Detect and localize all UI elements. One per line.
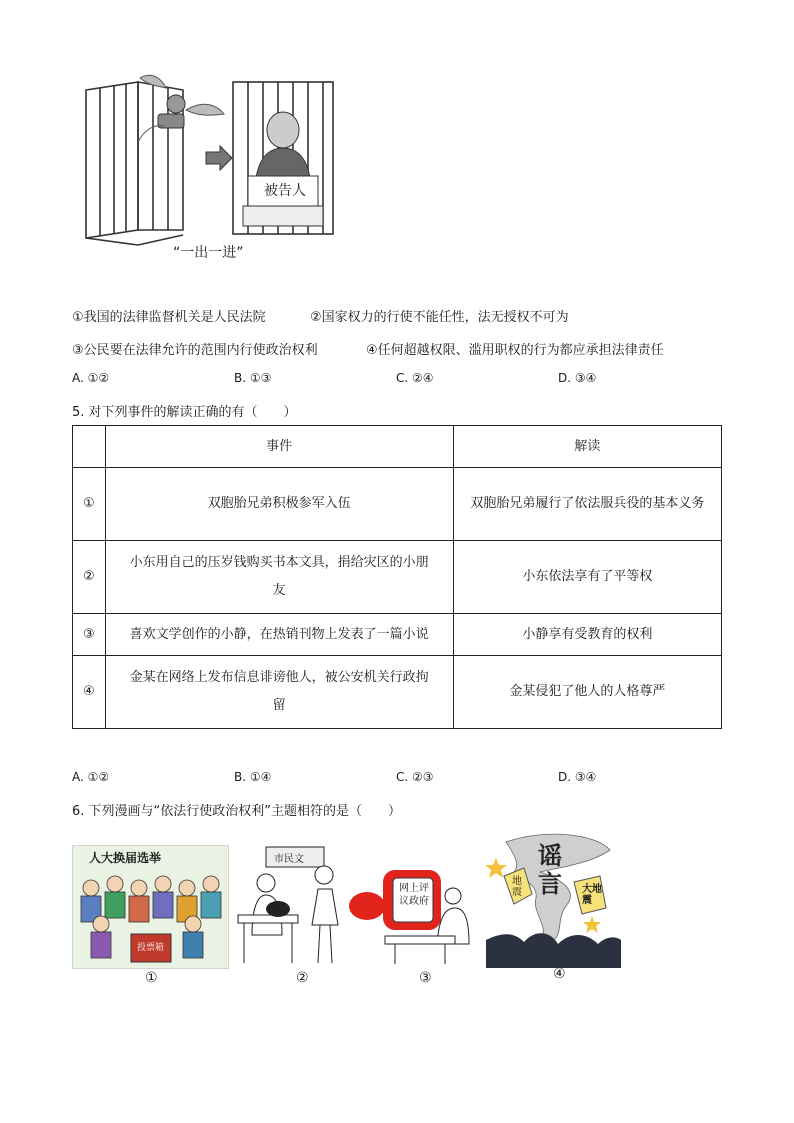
cartoon-label-3: ③ [419,970,432,986]
row-event: 喜欢文学创作的小静，在热销刊物上发表了一篇小说 [105,614,453,656]
row-reading: 金某侵犯了他人的人格尊严 [453,656,721,729]
statement-4: ④任何超越权限、滥用职权的行为都应承担法律责任 [366,343,664,358]
winged-power-icon [138,75,224,142]
option-b[interactable]: B. ①④ [234,770,272,784]
table-row [73,656,722,729]
table-header-reading: 解读 [453,426,721,468]
ballot-box-label: 投票箱 [137,943,165,953]
option-a[interactable]: A. ①② [72,770,110,784]
defendant-sign: 被告人 [261,180,309,200]
row-num: ① [73,468,106,541]
option-c[interactable]: C. ②④ [396,371,434,385]
table-row [73,468,722,541]
table-header-row [73,426,722,468]
table-header-event: 事件 [105,426,453,468]
row-reading: 双胞胎兄弟履行了依法服兵役的基本义务 [453,468,721,541]
cartoon-1-title: 人大换届选举 [89,851,162,865]
cartoon-one-out-one-in [78,70,348,265]
cartoon-election [72,845,229,969]
arrow-right-icon [206,146,232,170]
row-event: 金某在网络上发布信息诽谤他人，被公安机关行政拘留 [105,656,453,729]
screen-text: 网上评议政府 [399,883,429,907]
statement-3: ③公民要在法律允许的范围内行使政治权利 [72,343,318,358]
cartoon-phone [236,845,354,967]
option-b[interactable]: B. ①③ [234,371,272,385]
table-row [73,614,722,656]
cartoon-label-1: ① [145,970,158,986]
row-event: 小东用自己的压岁钱购买书本文具，捐给灾区的小朋友 [105,541,453,614]
statement-2: ②国家权力的行使不能任性，法无授权不可为 [310,310,569,325]
cartoon-label-4: ④ [553,966,566,982]
option-d[interactable]: D. ③④ [558,770,597,784]
q5-stem: 5. 对下列事件的解读正确的有（ ） [72,405,297,420]
option-a[interactable]: A. ①② [72,371,110,385]
q6-stem: 6. 下列漫画与“依法行使政治权利”主题相符的是（ ） [72,804,402,819]
row-event: 双胞胎兄弟积极参军入伍 [105,468,453,541]
cartoon-online-review [345,848,475,968]
row-num: ② [73,541,106,614]
office-sign: 市民文 [274,854,304,865]
cage-illustration [78,70,348,265]
rumor-tag-1: 地震 [512,876,522,898]
option-d[interactable]: D. ③④ [558,371,597,385]
cartoon-rumor [486,828,621,968]
row-reading: 小静享有受教育的权利 [453,614,721,656]
option-c[interactable]: C. ②③ [396,770,434,784]
table-row [73,541,722,614]
figure-caption: “一出一进” [173,245,244,261]
cartoon-label-2: ② [296,970,309,986]
rumor-tag-2: 大地震 [582,884,602,906]
table-header-num [73,426,106,468]
defendant-figure-icon [243,112,323,226]
row-num: ③ [73,614,106,656]
rumor-big-text: 谣言 [538,842,562,898]
events-table [72,425,722,729]
row-reading: 小东依法享有了平等权 [453,541,721,614]
computer-user-icon [345,848,475,968]
row-num: ④ [73,656,106,729]
statement-1: ①我国的法律监督机关是人民法院 [72,310,266,325]
